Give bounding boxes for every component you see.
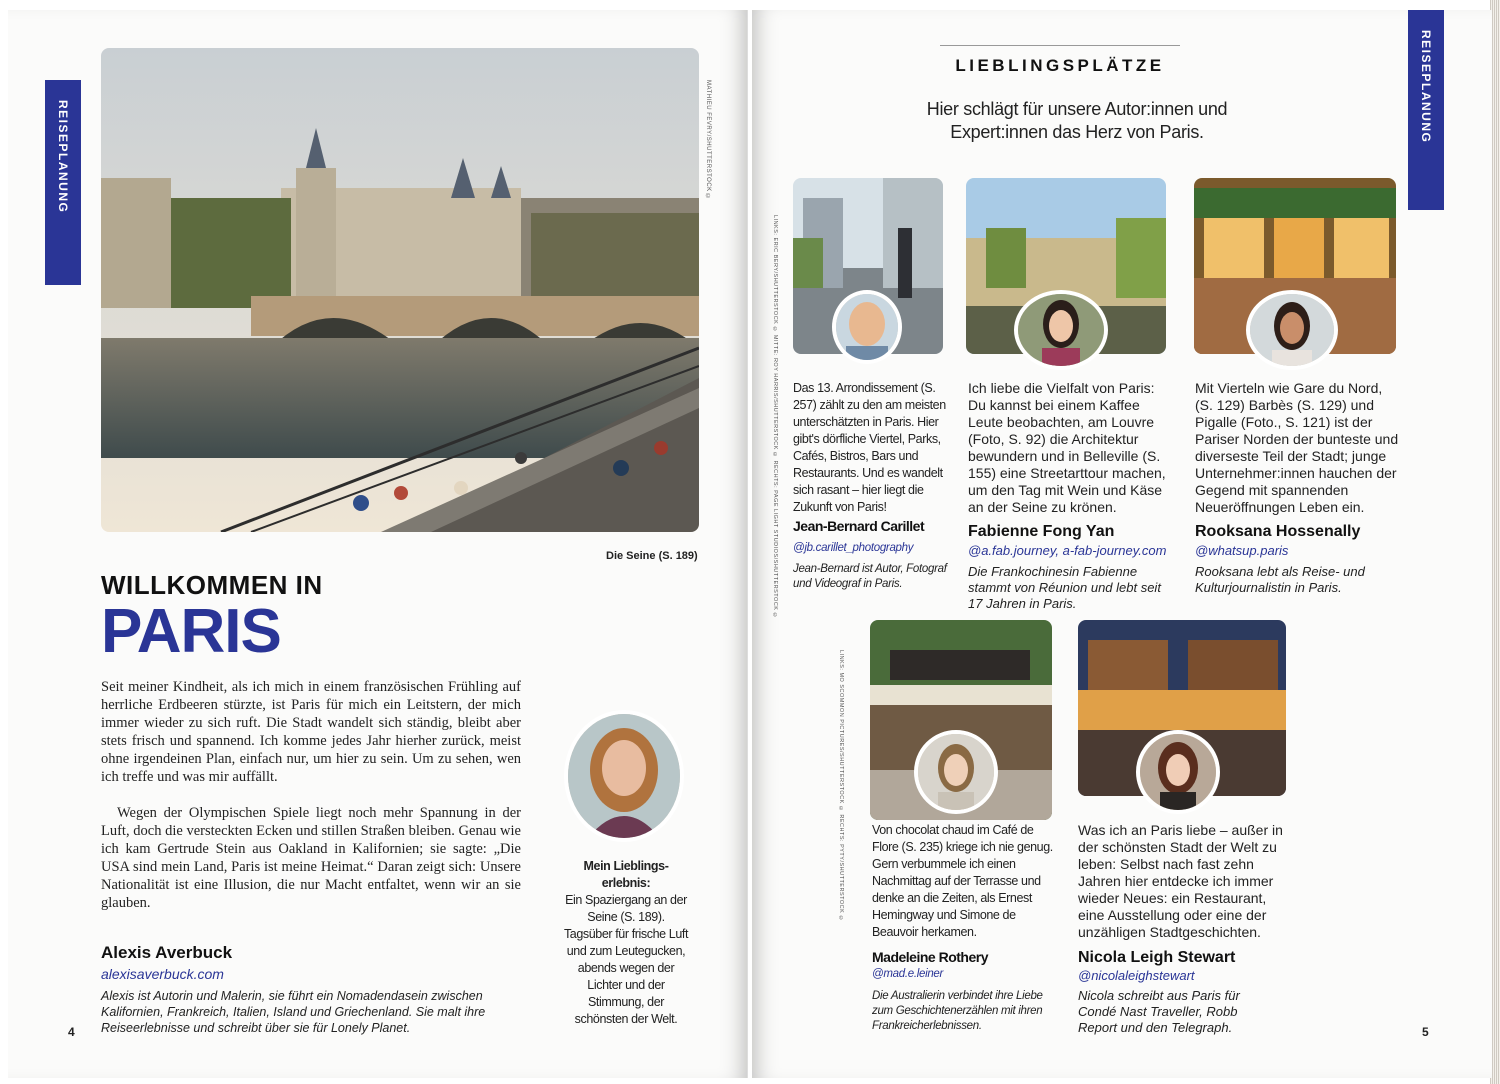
page-number-left: 4 — [68, 1025, 75, 1039]
photo-credit-top: LINKS: ERIC BERY/SHUTTERSTOCK © MITTE: ROY HARRIS/SHUTTERSTOCK © RECHTS: PAGE LIGHT STUDIOS/SHUTTERSTOCK © — [772, 215, 778, 620]
contributor-4-name: Madeleine Rothery — [872, 949, 988, 965]
section-tab-left: REISEPLANUNG — [45, 80, 81, 285]
portrait-madeleine — [914, 730, 998, 814]
section-tab-right: REISEPLANUNG — [1408, 10, 1444, 210]
section-subtitle: Hier schlägt für unsere Autor:innen und Expert:innen das Herz von Paris. — [926, 99, 1228, 142]
contributor-2-text: Ich liebe die Vielfalt von Paris: Du kannst bei einem Kaffee Leute beobachten, am Louvre (Foto, S. 92) die Architektur bewundern und in Belleville (S. 155) eine Streetarttour machen, um den Tag mit Wein und Käse an der Seine zu krönen. — [968, 380, 1166, 515]
contributor-1-bio: Jean-Bernard ist Autor, Fotograf und Videograf in Paris. — [793, 563, 947, 590]
photo-credit: MATHIEU FEVRY/SHUTTERSTOCK © — [705, 80, 711, 201]
photo-credit-bottom: LINKS: MO SCOMMON PICTURES/SHUTTERSTOCK © RECHTS: PYTY/SHUTTERSTOCK © — [838, 650, 844, 922]
contributor-3-handle[interactable]: @whatsup.paris — [1195, 543, 1289, 558]
portrait-rooksana — [1246, 290, 1338, 370]
author-bio: Alexis ist Autorin und Malerin, sie führt ein Nomadendasein zwischen Kalifornien, Frankreich, Italien, Island und Griechenland. Sie malt ihre Reiseerlebnisse und schreibt über sie für Lonely Planet. — [101, 989, 486, 1035]
contributor-4-bio: Die Australierin verbindet ihre Liebe zum Geschichtenerzählen mit ihren Frankreicherlebnissen. — [872, 990, 1043, 1032]
section-kicker: LIEBLINGSPLÄTZE — [955, 56, 1165, 75]
page-title: PARIS — [101, 597, 281, 666]
author-name: Alexis Averbuck — [101, 943, 233, 962]
intro-paragraph-2: Wegen der Olympischen Spiele liegt noch mehr Spannung in der Luft, doch die versteckten Ecken und stillen Straßen bleiben. Genau wie ich kam Gertrude Stein aus Oakland in Kalifornien; sie sagte: „Die USA sind mein Land, Paris ist meine Heimat.“ Daran zeigt sich: Unsere Nationalität ist eine Illusion, die nur Macht entfaltet, wenn wir an sie glauben. — [101, 805, 521, 911]
contributor-4-text: Von chocolat chaud im Café de Flore (S. 235) kriege ich nie genug. Gern verbummele ich einen Nachmittag auf der Terrasse und denke an die Zeiten, als Ernest Hemingway und Simone de Beauvoir herkamen. — [872, 823, 1053, 939]
right-page — [752, 10, 1492, 1078]
contributor-1-text: Das 13. Arrondissement (S. 257) zählt zu den am meisten unterschätzten in Paris. Hier gibt's dörfliche Viertel, Parks, Cafés, Bistros, Bars und Restaurants. Und es wandelt sich rasant – hier liegt die Zukunft von Paris! — [793, 381, 946, 514]
author-portrait — [564, 710, 684, 842]
contributor-4-handle[interactable]: @mad.e.leiner — [872, 968, 944, 980]
contributor-1-name: Jean-Bernard Carillet — [793, 518, 925, 534]
contributor-5-text: Was ich an Paris liebe – außer in der schönsten Stadt der Welt zu leben: Selbst nach fast zehn Jahren hier entdecke ich immer wieder Neues: ein Restaurant, eine Ausstellung oder eine der unzähligen Stadtgeschichten. — [1078, 822, 1283, 940]
portrait-jean-bernard — [832, 290, 902, 364]
contributor-2-name: Fabienne Fong Yan — [968, 523, 1115, 540]
page-number-right: 5 — [1422, 1025, 1429, 1039]
contributor-2-bio: Die Frankochinesin Fabienne stammt von Réunion und lebt seit 17 Jahren in Paris. — [968, 564, 1161, 611]
contributor-5-handle[interactable]: @nicolaleighstewart — [1078, 968, 1195, 983]
contributor-5-bio: Nicola schreibt aus Paris für Condé Nast Traveller, Robb Report und den Telegraph. — [1078, 988, 1240, 1035]
portrait-nicola — [1136, 730, 1220, 814]
left-page — [8, 10, 748, 1078]
favorite-text: Ein Spaziergang an der Seine (S. 189). Tagsüber für frische Luft und zum Leutegucken, abends wegen der Lichter und der Stimmung, der schönsten der Welt. — [563, 893, 689, 1026]
contributor-3-bio: Rooksana lebt als Reise- und Kulturjournalistin in Paris. — [1195, 564, 1365, 595]
favorite-title: Mein Lieblings-erlebnis: — [583, 859, 669, 890]
author-website-link[interactable]: alexisaverbuck.com — [101, 966, 224, 982]
contributor-5-name: Nicola Leigh Stewart — [1078, 949, 1236, 966]
hero-photo-seine — [101, 48, 699, 532]
contributor-3-text: Mit Vierteln wie Gare du Nord, (S. 129) Barbès (S. 129) und Pigalle (Foto., S. 121) ist der Pariser Norden der bunteste und diverseste Teil der Stadt; junge Unternehmer:innen hauchen der Gegend mit spannenden Neueröffnungen Leben ein. — [1195, 380, 1399, 515]
contributor-3-name: Rooksana Hossenally — [1195, 523, 1361, 540]
contributor-2-handle[interactable]: @a.fab.journey, a-fab-journey.com — [968, 543, 1167, 558]
portrait-fabienne — [1014, 290, 1108, 370]
contributor-1-handle[interactable]: @jb.carillet_photography — [793, 542, 914, 554]
kicker-rule — [940, 45, 1180, 46]
intro-paragraph-1: Seit meiner Kindheit, als ich mich in einem französischen Frühling auf herrliche Erdbeeren stürzte, ist Paris für mich ein Leitstern, der mich immer wieder zu sich ruft. Die Stadt wandelt sich ständig, bleibt aber stets frisch und spannend. Ich komme jedes Jahr hierher zurück, meist ohne irgendeinen Plan, einfach nur, um hier zu sein. Um zu sehen, wen ich treffe und was mir auffällt. — [101, 679, 521, 785]
title-kicker: WILLKOMMEN IN — [101, 570, 323, 600]
hero-caption: Die Seine (S. 189) — [606, 550, 698, 562]
